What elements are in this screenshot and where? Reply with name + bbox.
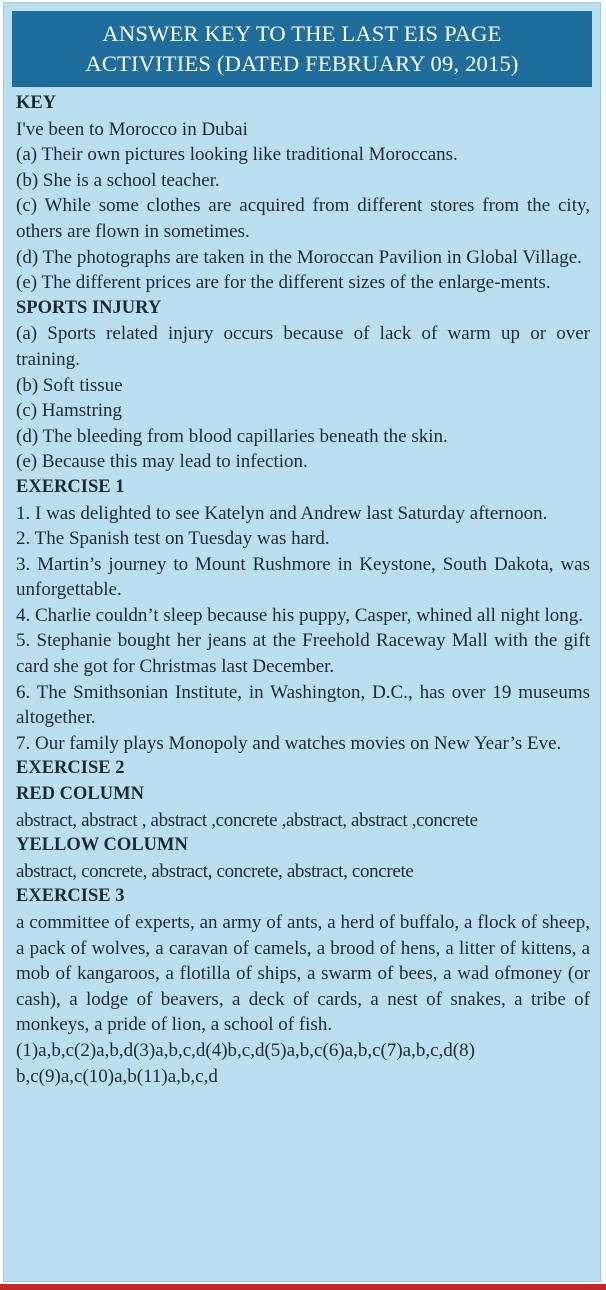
answer-key-panel xyxy=(3,2,601,1282)
sports-injury-item: (d) The bleeding from blood capillaries beneath the skin. xyxy=(16,425,448,447)
exercise-3-answers: (1)a,b,c(2)a,b,d(3)a,b,c,d(4)b,c,d(5)a,b,c(6)a,b,c(7)a,b,c,d(8) b,c(9)a,c(10)a,b(11)a,b,c,d xyxy=(16,1039,475,1087)
section-heading-key: KEY xyxy=(16,93,57,113)
exercise-1-item: 5. Stephanie bought her jeans at the Freehold Raceway Mall with the gift card she got for Christmas last December. xyxy=(16,630,590,678)
exercise-3-collective-nouns: a committee of experts, an army of ants, a herd of buffalo, a flock of sheep, a pack of wolves, a caravan of camels, a brood of hens, a litter of kittens, a mob of kangaroos, a flotilla of ships, a swarm of bees, a wad ofmoney (or cash), a lodge of beavers, a deck of cards, a nest of snakes, a tribe of monkeys, a pride of lion, a school of fish. xyxy=(16,912,590,1036)
exercise-1-item: 1. I was delighted to see Katelyn and Andrew last Saturday afternoon. xyxy=(16,502,548,524)
yellow-column-heading: YELLOW COLUMN xyxy=(16,835,188,856)
bottom-rule xyxy=(0,1284,606,1290)
key-item: (e) The different prices are for the different sizes of the enlarge-ments. xyxy=(16,272,551,294)
exercise-1-item: 6. The Smithsonian Institute, in Washington, D.C., has over 19 museums altogether. xyxy=(16,681,590,729)
answer-content xyxy=(4,87,600,1089)
exercise-1-item: 3. Martin’s journey to Mount Rushmore in Keystone, South Dakota, was unforgettable. xyxy=(16,553,590,601)
sports-injury-item: (a) Sports related injury occurs because of lack of warm up or over training. xyxy=(16,323,590,370)
key-item: (c) While some clothes are acquired from different stores from the city, others are flown in sometimes. xyxy=(16,195,590,242)
title-banner xyxy=(12,11,592,87)
section-heading-sports-injury: SPORTS INJURY xyxy=(16,297,162,318)
yellow-column-answers: abstract, concrete, abstract, concrete, abstract, concrete xyxy=(16,860,414,882)
key-item: (b) She is a school teacher. xyxy=(16,169,220,191)
sports-injury-item: (b) Soft tissue xyxy=(16,374,123,396)
section-heading-exercise-2: EXERCISE 2 xyxy=(16,758,125,779)
exercise-1-item: 4. Charlie couldn’t sleep because his puppy, Casper, whined all night long. xyxy=(16,604,584,626)
red-column-heading: RED COLUMN xyxy=(16,784,144,805)
red-column-answers: abstract, abstract , abstract ,concrete ,abstract, abstract ,concrete xyxy=(16,809,478,831)
sports-injury-item: (c) Hamstring xyxy=(16,400,123,422)
key-item: (d) The photographs are taken in the Moroccan Pavilion in Global Village. xyxy=(16,246,582,268)
title-line-1: ANSWER KEY TO THE LAST EIS PAGE xyxy=(102,21,502,46)
title-line-2: ACTIVITIES (DATED FEBRUARY 09, 2015) xyxy=(85,51,519,76)
exercise-1-item: 2. The Spanish test on Tuesday was hard. xyxy=(16,528,330,550)
key-item: I've been to Morocco in Dubai xyxy=(16,118,248,140)
section-heading-exercise-3: EXERCISE 3 xyxy=(16,886,125,907)
exercise-1-item: 7. Our family plays Monopoly and watches movies on New Year’s Eve. xyxy=(16,732,562,754)
sports-injury-item: (e) Because this may lead to infection. xyxy=(16,451,308,473)
key-item: (a) Their own pictures looking like traditional Moroccans. xyxy=(16,144,458,166)
section-heading-exercise-1: EXERCISE 1 xyxy=(16,476,125,497)
